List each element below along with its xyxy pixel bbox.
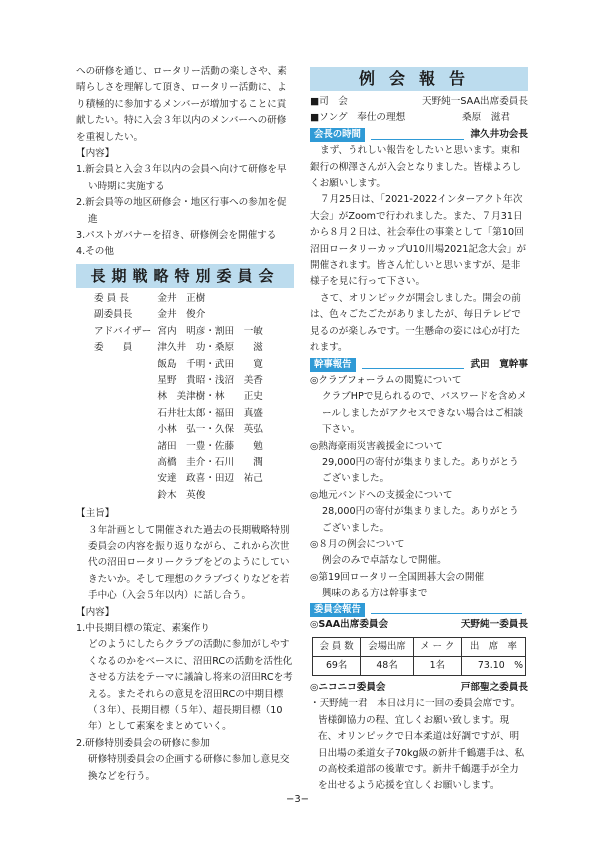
table-header: メ ー ク [413,638,461,657]
member-role: 副委員長 [94,309,133,321]
member-role [94,471,157,487]
list-item: 2.研修特別委員会の研修に参加 [76,737,210,749]
committee-tag: 委員会報告 [310,603,365,617]
report-item-head: ◎クラブフォーラムの閲覧について [310,374,462,386]
secretary-name: 武田 寛幹事 [470,358,528,370]
role-label: ■司 会 [310,96,348,107]
page-number: −3− [285,794,310,805]
member-row [94,422,269,438]
shushi-heading: 【主旨】 [76,508,115,520]
report-item-head: ◎地元バンドへの支援金について [310,489,453,501]
section-banner-reikai: 例会報告 [310,67,528,91]
right-column [310,64,528,795]
secretary-header [310,357,528,373]
left-column [76,64,294,785]
member-row [94,471,269,487]
member-row [94,439,269,455]
role-row [310,110,528,126]
member-row [94,291,269,307]
report-item-body: クラブHPで見られるので、パスワードを含めメールしましたがアクセスできない場合はご相談下さい。 [322,391,527,436]
president-paragraph: まず、うれしい報告をしたいと思います。東和銀行の柳澤さんが入会となりました。皆様よろしくお願いします。 [310,145,522,190]
saa-chair: 天野純一委員長 [460,618,528,630]
report-item-head: ◎８月の例会について [310,538,405,550]
naiyo2-heading: 【内容】 [76,606,115,618]
member-names: 小林 弘一・久保 英弘 [157,424,263,436]
nico-header [310,680,528,696]
list-item-body: 研修特別委員会の企画する研修に参加し意見交換などを行う。 [88,754,290,782]
member-row [94,340,269,356]
intro-text: への研修を通じ、ロータリー活動の楽しさや、素晴らしさを理解して頂き、ロータリー活動に、より積極的に参加するメンバーが増加することに貢献したい。特に入会３年以内のメンバーへの研修を重視したい。 [76,66,287,143]
table-header: 会場出席 [361,638,413,657]
table-cell: 69名 [313,657,361,676]
member-names: 諸田 一豊・佐藤 勉 [157,440,263,452]
tag-rule [371,131,465,140]
president-name: 津久井功会長 [470,128,528,140]
member-row [94,307,269,323]
table-header: 出 席 率 [461,638,525,657]
report-item-body: 興味のある方は幹事まで [322,588,428,600]
role-row [310,94,528,110]
member-row [94,324,269,340]
attendance-table [312,637,526,676]
member-names: 金井 正樹 [157,292,206,304]
member-row [94,406,269,422]
tag-rule [362,360,465,369]
member-role [94,488,157,504]
member-role: 委 員 長 [94,292,129,304]
nico-label: ◎ニコニコ委員会 [310,682,386,693]
report-item-body: 29,000円の寄付が集まりました。ありがとうございました。 [322,456,519,485]
role-name: 天野純一SAA出席委員長 [421,96,528,107]
member-role [94,357,157,373]
member-names: 安達 政喜・田辺 祐己 [157,473,263,485]
attendance-header-row [313,638,526,657]
table-header: 会 員 数 [313,638,361,657]
table-cell: 73.10 % [461,657,525,676]
member-role [94,439,157,455]
member-row [94,373,269,389]
nico-text: ・天野純一君 本日は月に一回の委員会席です。皆様御協力の程、宜しくお願い致します。現在、オリンピックで日本柔道は好調ですが、明日出場の柔道女子70kg級の新井千鶴選手は、私の高校柔道部の後輩です。新井千鶴選手が全力を出せるよう応援を宜しくお願いします。 [310,698,525,792]
member-role [94,422,157,438]
tag-rule [371,605,522,614]
member-role [94,373,157,389]
committee-header [310,603,528,617]
naiyo-heading: 【内容】 [76,148,115,160]
president-paragraph: さて、オリンピックが開会しました。開会の前は、色々ごたごたがありましたが、毎日テレビで見るのが楽しみです。一生懸命の姿には心が打たれます。 [310,292,521,354]
member-role: アドバイザー [94,325,152,337]
member-names: 金井 俊介 [157,309,206,321]
secretary-tag: 幹事報告 [310,358,356,372]
member-row [94,389,269,405]
member-names: 星野 貴昭・浅沼 美香 [157,374,263,386]
president-paragraph: ７月25日は、「2021-2022インターアクト年次大会」がZoomで行われました。また、７月31日から８月２日は、社会奉仕の事業として「第10回沼田ロータリーカップU10川場2021記念大会」が開催されます。皆さん忙しいと思いますが、是非様子を見に行って下さい。 [310,194,527,288]
member-role [94,406,157,422]
list-item: 2.新会員等の地区研修会・地区行事への参加を促進 [76,197,287,225]
president-header [310,127,528,143]
member-row [94,455,269,471]
role-label: ■ソング 奉仕の理想 [310,112,406,124]
report-item-body: 28,000円の寄付が集まりました。ありがとうございました。 [322,506,519,534]
saa-header [310,617,528,633]
report-item-head: ◎熱海豪雨災害義援金について [310,440,443,452]
table-cell: 1名 [413,657,461,676]
member-role [94,455,157,471]
report-item-head: ◎第19回ロータリー全国囲碁大会の開催 [310,571,485,583]
nico-chair: 戸部聖之委員長 [460,682,528,693]
report-item-body: 例会のみで卓話なしで開催。 [322,555,447,567]
president-tag: 会長の時間 [310,128,365,142]
shushi-text: ３年計画として開催された過去の長期戦略特別委員会の内容を振り返りながら、これから次世代の沼田ロータリークラブをどのようにしていきたいか。そして理想のクラブづくりなどを若手中心（入会５年以内）に話し合う。 [88,524,290,602]
member-table [94,291,269,504]
saa-label: ◎SAA出席委員会 [310,618,389,630]
member-names: 津久井 功・桑原 滋 [157,342,263,354]
section-banner-choki: 長期戦略特別委員会 [76,264,294,288]
member-names: 宮内 明彦・割田 一敏 [157,325,263,337]
member-names: 林 美津樹・林 正史 [157,391,263,403]
member-row [94,357,269,373]
role-name: 桑原 滋君 [462,112,510,124]
member-names: 高橋 圭介・石川 潤 [157,456,263,468]
list-item: 4.その他 [76,246,114,258]
attendance-value-row [313,657,526,676]
member-names: 飯島 千明・武田 寛 [157,358,263,370]
member-names: 石井壮太郎・福田 真盛 [157,407,263,419]
table-cell: 48名 [361,657,413,676]
member-role: 委 員 [94,342,133,354]
list-item: 3.パストガバナーを招き、研修例会を開催する [76,230,277,242]
list-item: 1.中長期目標の策定、素案作り [76,623,210,634]
secretary-items [310,373,528,603]
list-item: 1.新会員と入会３年以内の会員へ向けて研修を早い時期に実施する [76,164,287,192]
member-names: 鈴木 英俊 [157,489,206,501]
member-role [94,389,157,405]
list-item-body: どのようにしたらクラブの活動に参加がしやすくなるのかをベースに、沼田RCの活動を活性化させる方法をテーマに議論し将来の沼田RCを考える。またそれらの意見を沼田RCの中期目標（３年）、長期目標（５年）、超長期目標（10年）として素案をまとめていく。 [88,639,293,733]
member-row [94,488,269,504]
